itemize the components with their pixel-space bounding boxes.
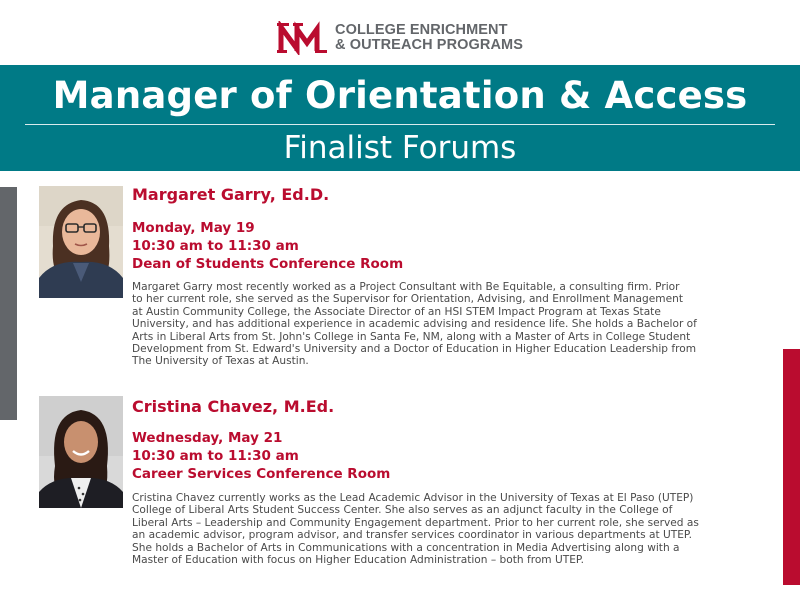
title-banner [0, 65, 800, 171]
program-name [335, 23, 523, 53]
finalist-forum-details [132, 429, 390, 483]
bio-line: Liberal Arts – Leadership and Community Engagement department. Prior to her current role, she served as [132, 516, 699, 529]
forum-location: Career Services Conference Room [132, 466, 391, 482]
finalist-photo-cristina-chavez [39, 396, 123, 508]
finalist-name: Cristina Chavez, M.Ed. [132, 397, 335, 416]
bio-line: at Austin Community College, the Associate Director of an HSI STEM Impact Program at Texas State [132, 305, 661, 318]
bio-line: University, and has additional experience in academic advising and residence life. She holds a Bachelor of [132, 318, 697, 331]
bio-line: to her current role, she served as the Supervisor for Orientation, Advising, and Enrollment Management [132, 293, 683, 306]
bio-line: Margaret Garry most recently worked as a Project Consultant with Be Equitable, a consulting firm. Prior [132, 281, 680, 293]
program-name-line1: COLLEGE ENRICHMENT [335, 22, 508, 38]
finalist-forum-details [132, 219, 403, 273]
bio-line: The University of Texas at Austin. [132, 355, 309, 368]
bio-line: College of Liberal Arts Student Success Center. She also serves as an adjunct faculty in the College of [132, 504, 673, 517]
page-title: Manager of Orientation & Access [52, 74, 748, 117]
bio-line: Arts in Liberal Arts from St. John's College in Santa Fe, NM, along with a Master of Arts in College Student [132, 330, 691, 343]
page-subtitle: Finalist Forums [283, 130, 517, 166]
portrait-icon [39, 396, 123, 508]
portrait-icon [39, 186, 123, 298]
program-name-line2: & OUTREACH PROGRAMS [335, 37, 523, 53]
bio-line: She holds a Bachelor of Arts in Communications with a concentration in Media Advertising along with a [132, 541, 680, 554]
finalist-photo-margaret-garry [39, 186, 123, 298]
forum-location: Dean of Students Conference Room [132, 256, 404, 272]
forum-time: 10:30 am to 11:30 am [132, 238, 299, 254]
bio-line: Development from St. Edward's University and a Doctor of Education in Higher Education Leadership from [132, 343, 697, 356]
bio-line: Cristina Chavez currently works as the Lead Academic Advisor in the University of Texas at El Paso (UTEP) [132, 492, 694, 504]
unm-logo-icon [277, 21, 327, 55]
finalist-bio [132, 492, 772, 566]
bio-line: Master of Education with focus on Higher Education Administration – both from UTEP. [132, 554, 585, 567]
right-accent-bar [783, 349, 800, 585]
banner-divider [25, 124, 775, 125]
finalist-name: Margaret Garry, Ed.D. [132, 185, 330, 204]
forum-date: Wednesday, May 21 [132, 430, 283, 446]
bio-line: an academic advisor, program advisor, and transfer services coordinator in various departments at UTEP. [132, 529, 692, 542]
left-accent-bar [0, 187, 17, 420]
logo-header [0, 18, 800, 58]
finalist-bio [132, 281, 772, 368]
forum-date: Monday, May 19 [132, 220, 255, 236]
forum-time: 10:30 am to 11:30 am [132, 448, 299, 464]
